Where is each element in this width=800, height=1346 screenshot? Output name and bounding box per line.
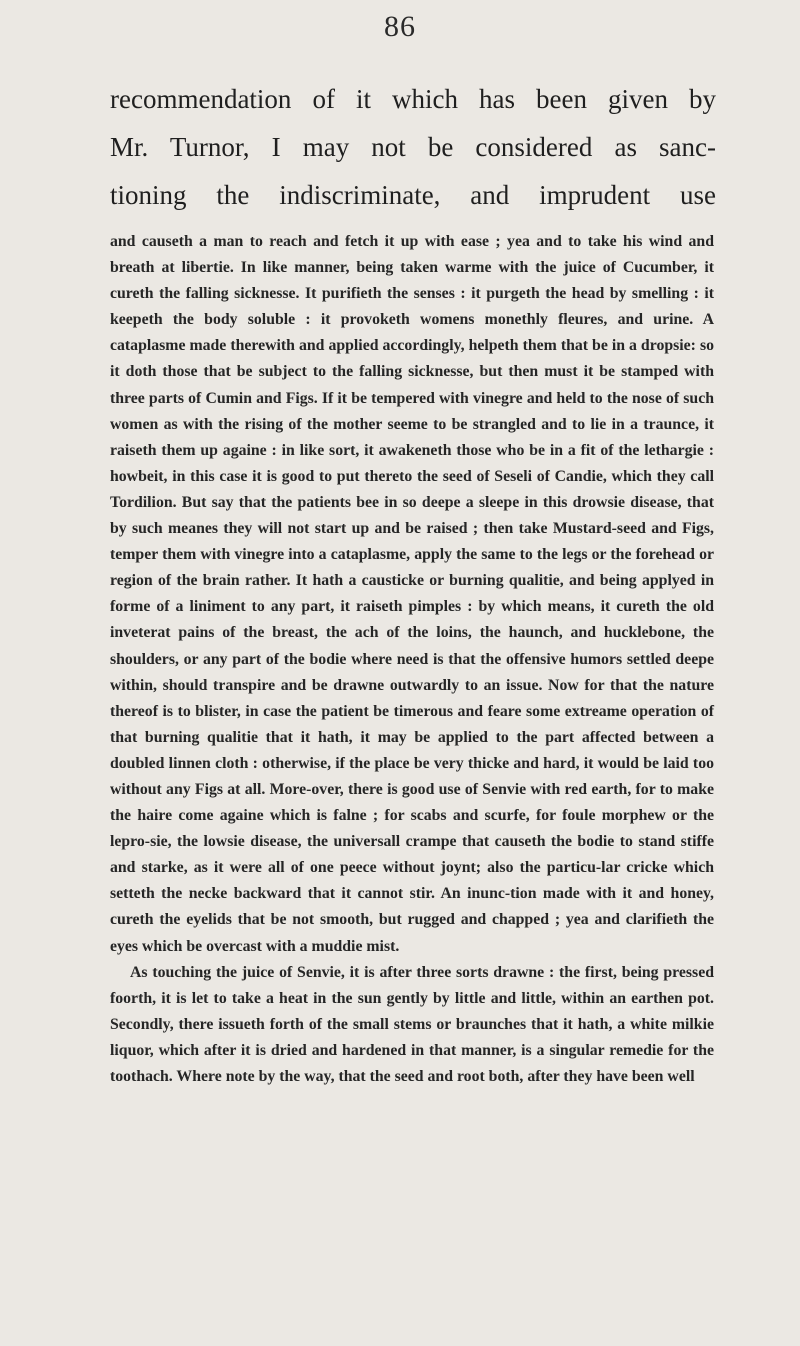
quote-paragraph: As touching the juice of Senvie, it is after three sorts drawne : the first, being pressed foorth, it is let to take a heat in the sun gently by little and little, within an earthen pot. Secondly, there issueth forth of the small stems or braunches that it hath, a white milkie liquor, which after it is dried and hardened in that manner, is a singular remedie for the toothach. Where note by the way, that the seed and root both, after they have been well xyxy=(110,963,714,1085)
lead-line: Mr. Turnor, I may not be considered as sanc- xyxy=(110,132,716,162)
lead-line: recommendation of it which has been given by xyxy=(110,84,716,114)
page-number: 86 xyxy=(384,10,416,43)
quoted-passage xyxy=(110,229,714,1090)
quote-paragraph: and causeth a man to reach and fetch it up with ease ; yea and to take his wind and breath at libertie. In like manner, being taken warme with the juice of Cucumber, it cureth the falling sicknesse. It purifieth the senses : it purgeth the head by smelling : it keepeth the body soluble : it provoketh womens monethly fleures, and urine. A cataplasme made therewith and applied accordingly, helpeth them that be in a dropsie: so it doth those that be subject to the falling sicknesse, but then must it be stamped with three parts of Cumin and Figs. If it be tempered with vinegre and held to the nose of such women as with the rising of the mother seeme to be strangled and to lie in a traunce, it raiseth them up againe : in like sort, it awakeneth those who be in a fit of the lethargie : howbeit, in this case it is good to put thereto the seed of Seseli of Candie, which they call Tordilion. But say that the patients bee in so deepe a sleepe in this drowsie disease, that by such meanes they will not start up and be raised ; then take Mustard-seed and Figs, temper them with vinegre into a cataplasme, apply the same to the legs or the forehead or region of the brain rather. It hath a causticke or burning qualitie, and being applyed in forme of a liniment to any part, it raiseth pimples : by which means, it cureth the old inveterat pains of the breast, the ach of the loins, the haunch, and hucklebone, the shoulders, or any part of the bodie where need is that the offensive humors settled deepe within, should transpire and be drawne outwardly to an issue. Now for that the nature thereof is to blister, in case the patient be timerous and feare some extreame operation of that burning qualitie that it hath, it may be applied to the part affected between a doubled linnen cloth : otherwise, if the place be very thicke and hard, it would be laid too without any Figs at all. More-over, there is good use of Senvie with red earth, for to make the haire come againe which is falne ; for scabs and scurfe, for foule morphew or the lepro-sie, the lowsie disease, the universall crampe that causeth the bodie to stand stiffe and starke, as it were all of one peece without joynt; also the particu-lar cricke which setteth the necke backward that it cannot stir. An inunc-tion made with it and honey, cureth the eyelids that be not smooth, but rugged and chapped ; yea and clarifieth the eyes which be overcast with a muddie mist. xyxy=(110,233,714,955)
lead-line: tioning the indiscriminate, and imprudent use xyxy=(110,180,716,210)
lead-paragraph xyxy=(110,75,716,219)
